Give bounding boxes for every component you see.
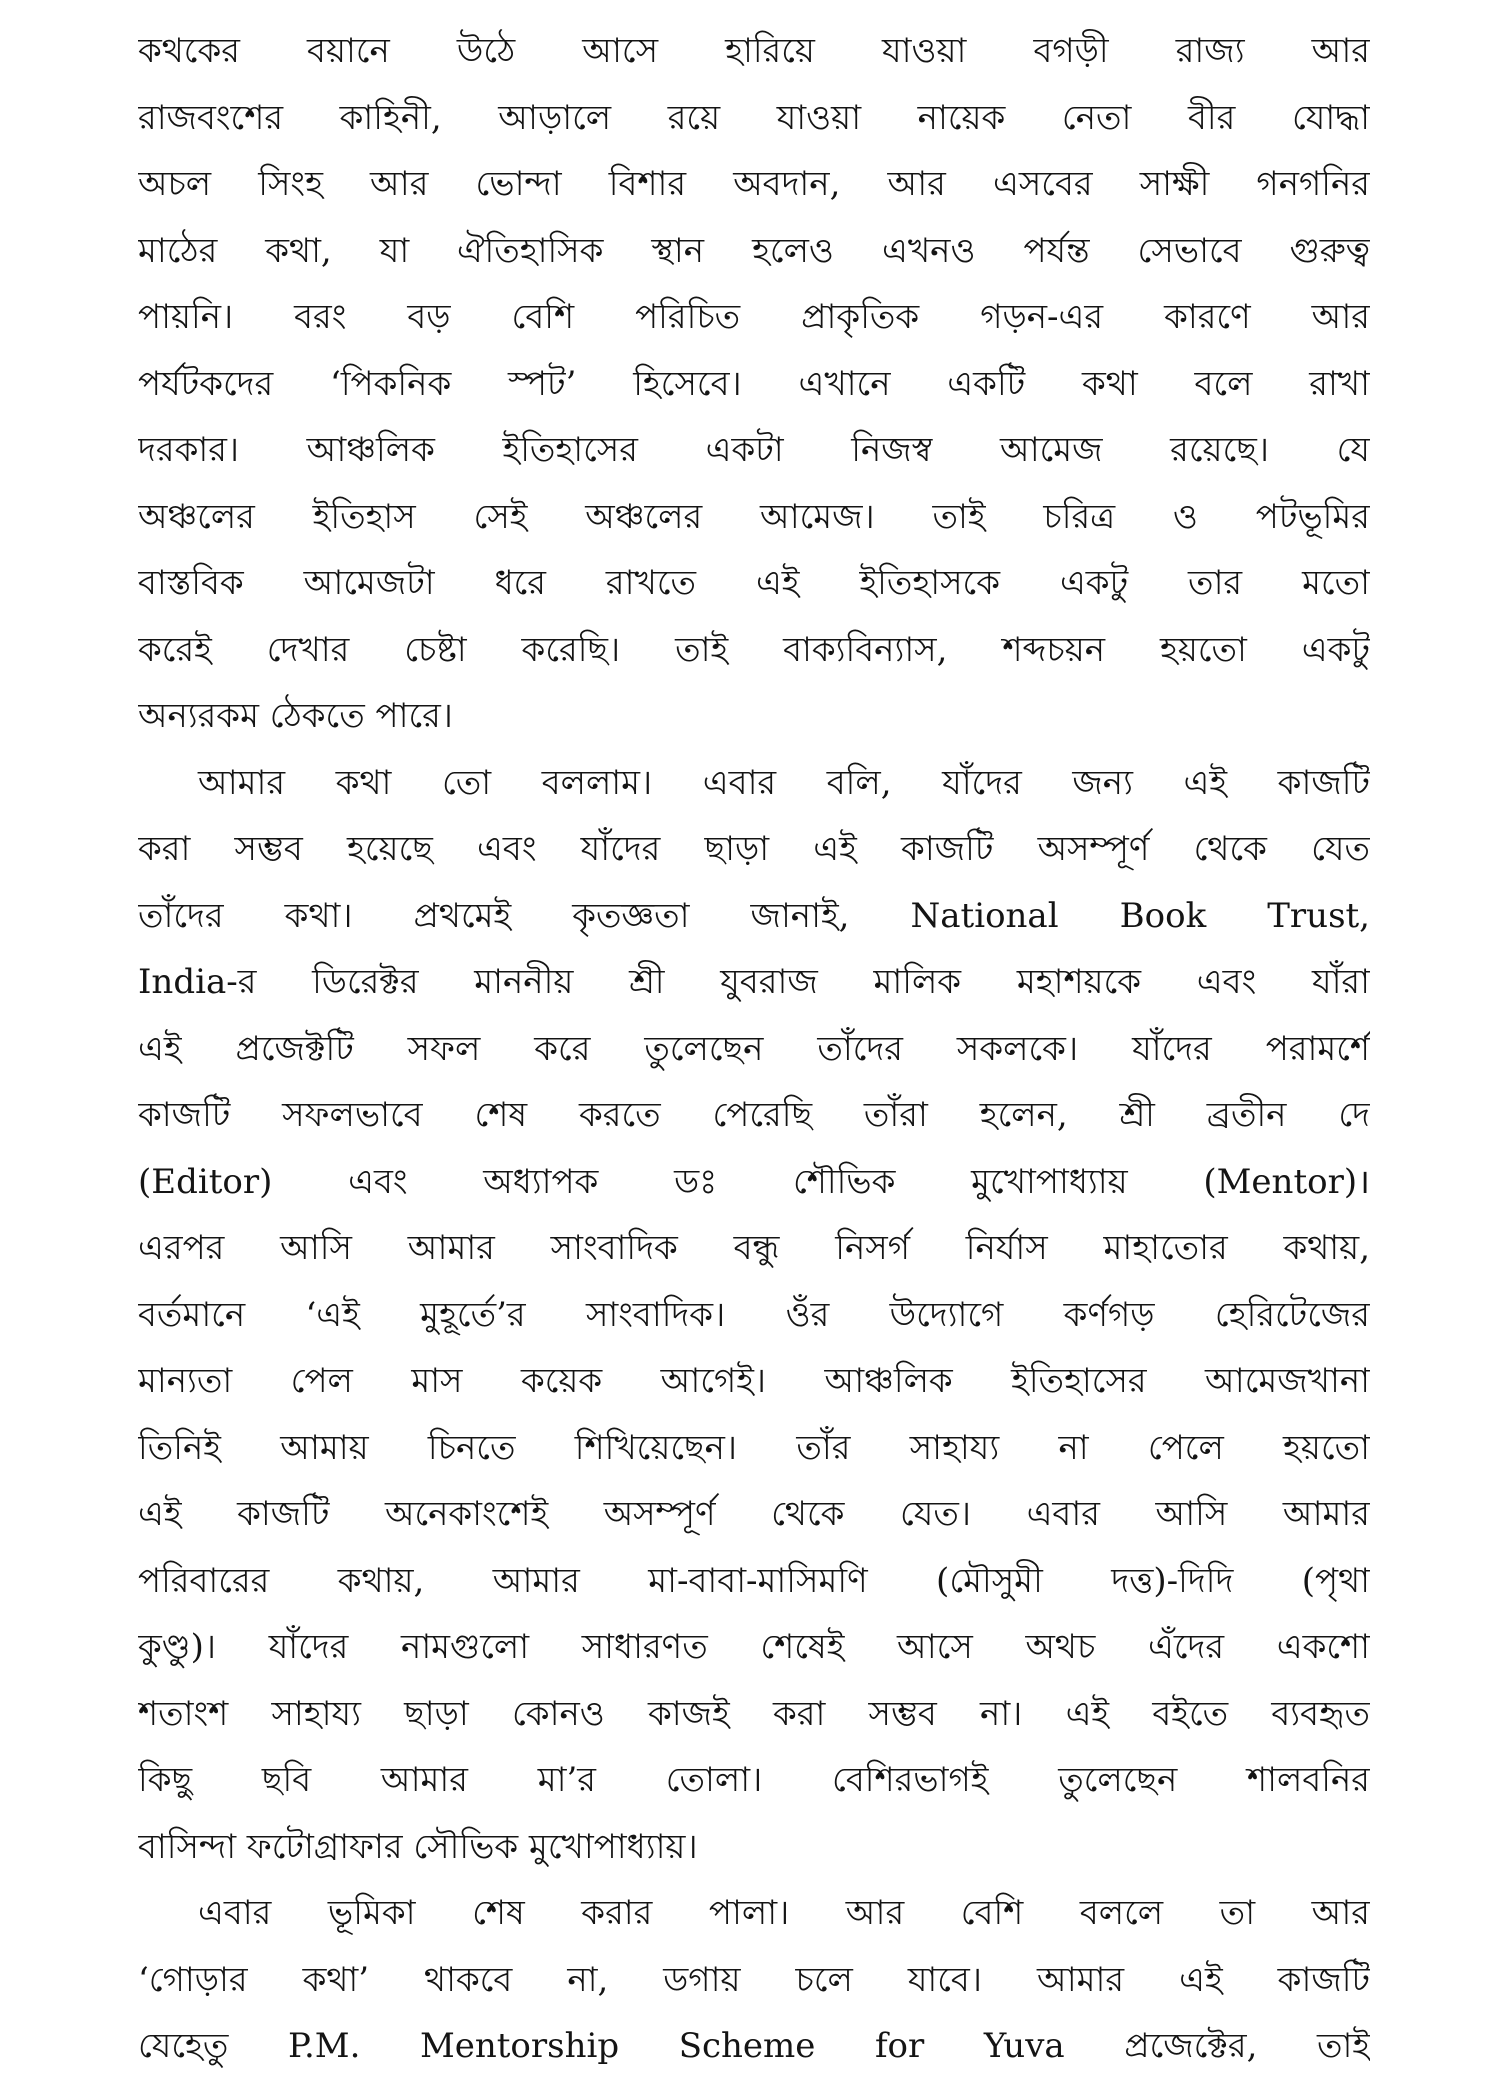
text-line: করা সম্ভব হয়েছে এবং যাঁদের ছাড়া এই কাজটি অসম্পূর্ণ থেকে যেত <box>138 829 1370 869</box>
text-line: কিছু ছবি আমার মা’র তোলা। বেশিরভাগই তুলেছেন শালবনির <box>138 1760 1370 1800</box>
text-line: অঞ্চলের ইতিহাস সেই অঞ্চলের আমেজ। তাই চরিত্র ও পটভূমির <box>138 496 1370 537</box>
text-line: শতাংশ সাহায্য ছাড়া কোনও কাজই করা সম্ভব না। এই বইতে ব্যবহৃত <box>138 1693 1370 1734</box>
text-line: কুণ্ডু)। যাঁদের নামগুলো সাধারণত শেষেই আসে অথচ এঁদের একশো <box>138 1627 1370 1667</box>
text-line: (Editor) এবং অধ্যাপক ডঃ শৌভিক মুখোপাধ্যায় (Mentor)। <box>138 1161 1370 1202</box>
text-line: মাঠের কথা, যা ঐতিহাসিক স্থান হলেও এখনও পর্যন্ত সেভাবে গুরুত্ব <box>138 230 1370 271</box>
text-line: করেই দেখার চেষ্টা করেছি। তাই বাক্যবিন্যাস, শব্দচয়ন হয়তো একটু <box>138 629 1370 670</box>
text-line: কথকের বয়ানে উঠে আসে হারিয়ে যাওয়া বগড়ী রাজ্য আর <box>138 31 1370 71</box>
text-line: India-র ডিরেক্টর মাননীয় শ্রী যুবরাজ মালিক মহাশয়কে এবং যাঁরা <box>138 962 1370 1002</box>
text-line: আমার কথা তো বললাম। এবার বলি, যাঁদের জন্য এই কাজটি <box>198 762 1370 803</box>
text-line: মান্যতা পেল মাস কয়েক আগেই। আঞ্চলিক ইতিহাসের আমেজখানা <box>138 1361 1370 1401</box>
text-line: পরিবারের কথায়, আমার মা-বাবা-মাসিমণি (মৌসুমী দত্ত)-দিদি (পৃথা <box>138 1560 1370 1601</box>
text-line: বাসিন্দা ফটোগ্রাফার সৌভিক মুখোপাধ্যায়। <box>138 1826 698 1867</box>
text-line: এবার ভূমিকা শেষ করার পালা। আর বেশি বললে তা আর <box>198 1893 1370 1933</box>
text-line: তিনিই আমায় চিনতে শিখিয়েছেন। তাঁর সাহায্য না পেলে হয়তো <box>138 1427 1370 1468</box>
document-page <box>138 18 1370 2080</box>
text-line: পায়নি। বরং বড় বেশি পরিচিত প্রাকৃতিক গড়ন-এর কারণে আর <box>138 297 1370 337</box>
text-line: পর্যটকদের ‘পিকনিক স্পট’ হিসেবে। এখানে একটি কথা বলে রাখা <box>138 363 1370 404</box>
text-line: তাঁদের কথা। প্রথমেই কৃতজ্ঞতা জানাই, National Book Trust, <box>138 895 1370 936</box>
text-line: অচল সিংহ আর ভোন্দা বিশার অবদান, আর এসবের সাক্ষী গনগনির <box>138 164 1370 204</box>
text-line: দরকার। আঞ্চলিক ইতিহাসের একটা নিজস্ব আমেজ রয়েছে। যে <box>138 430 1370 470</box>
text-line: কাজটি সফলভাবে শেষ করতে পেরেছি তাঁরা হলেন, শ্রী ব্রতীন দে <box>138 1095 1370 1135</box>
text-line: এরপর আসি আমার সাংবাদিক বন্ধু নিসর্গ নির্যাস মাহাতোর কথায়, <box>138 1228 1370 1268</box>
paragraph-1 <box>138 18 1370 750</box>
text-line: এই প্রজেক্টটি সফল করে তুলেছেন তাঁদের সকলকে। যাঁদের পরামর্শে <box>138 1028 1370 1069</box>
text-line: ‘গোড়ার কথা’ থাকবে না, ডগায় চলে যাবে। আমার এই কাজটি <box>138 1959 1370 2000</box>
paragraph-3 <box>138 1880 1370 2080</box>
text-line: বাস্তবিক আমেজটা ধরে রাখতে এই ইতিহাসকে একটু তার মতো <box>138 563 1370 603</box>
text-line: এই কাজটি অনেকাংশেই অসম্পূর্ণ থেকে যেত। এবার আসি আমার <box>138 1494 1370 1534</box>
text-line: বর্তমানে ‘এই মুহূর্তে’র সাংবাদিক। ওঁর উদ্যোগে কর্ণগড় হেরিটেজের <box>138 1294 1370 1335</box>
text-line: রাজবংশের কাহিনী, আড়ালে রয়ে যাওয়া নায়েক নেতা বীর যোদ্ধা <box>138 97 1370 138</box>
text-line: অন্যরকম ঠেকতে পারে। <box>138 696 453 736</box>
text-line: যেহেতু P.M. Mentorship Scheme for Yuva প্রজেক্টের, তাই <box>138 2026 1370 2066</box>
paragraph-2 <box>138 750 1370 1881</box>
